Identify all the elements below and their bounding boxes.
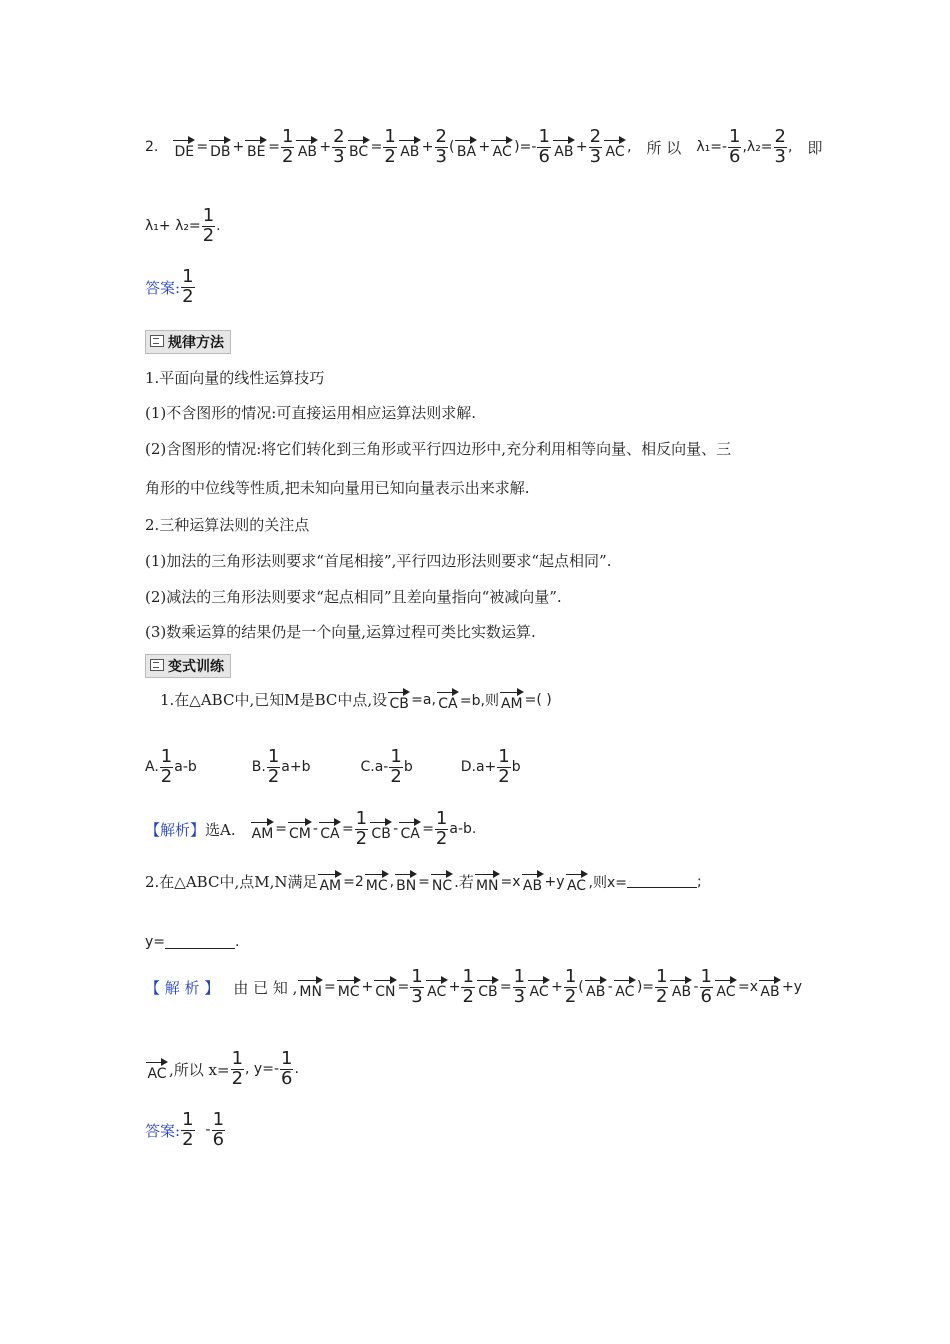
vector-AC: AC [426,976,448,999]
method-heading: 规律方法 [145,330,231,354]
question-2: 2.在△ABC中,点M,N满足 AM =2 MC , BN = NC .若 MN =x AB +y AC ,则x= ; [145,870,702,893]
fraction: $\frac{1}{6}$ [729,126,741,167]
vector-CB: CB [370,818,392,841]
method-para: 1.平面向量的线性运算技巧 [145,369,325,387]
fraction: $\frac{1}{6}$ [281,1048,293,1089]
option-b-label: B. [251,759,266,776]
vector-AM: AM [251,818,275,841]
fraction: $\frac{2}{3}$ [333,126,345,167]
answer-line-2: 答案: $\frac{1}{2}$ - $\frac{1}{6}$ [145,1109,225,1150]
question-2-y-line: y= . [145,934,240,950]
vector-MN: MN [298,976,323,999]
method-para: 角形的中位线等性质,把未知向量用已知向量表示出来求解. [145,479,530,497]
vector-BE: BE [245,136,267,159]
vector-AB: AB [522,870,544,893]
vector-CM: CM [288,818,312,841]
fraction: $\frac{1}{2}$ [384,126,396,167]
fraction: $\frac{1}{6}$ [538,126,550,167]
method-para: (1)不含图形的情况:可直接运用相应运算法则求解. [145,404,477,422]
practice-heading: 变式训练 [145,654,231,678]
item-number: 2. [145,139,159,156]
text-suoyi: 所 以 [646,138,682,157]
solution-equation-line: 2. DE = DB + BE = $\frac{1}{2}$ AB + $\frac{2}{3}$ BC = $\frac{1}{2}$ AB + $\frac{2}{3}$ ( BA + AC ) =- $\frac{1}{6}$ AB + $\frac{2}{3}$ AC , 所 以 λ₁=- $\frac{1}{6}$ , λ₂= $\frac{2}{3}$ , 即 [145,126,823,167]
vector-AC: AC [715,976,737,999]
vector-CN: CN [374,976,396,999]
question-2-solution-line2: AC ,所以 x= $\frac{1}{2}$ , y=- $\frac{1}{6}$ . [147,1048,299,1089]
answer-label: 答案: [145,278,181,297]
vector-AC: AC [491,136,513,159]
fraction: $\frac{1}{2}$ [355,808,368,849]
question-1: 1.在△ABC中,已知M是BC中点,设 CB =a, CA =b,则 AM =( ) [160,688,552,711]
vector-NC: NC [431,870,453,893]
fraction: $\frac{1}{2}$ [656,966,668,1007]
vector-AM: AM [500,688,524,711]
answer-line [145,268,196,307]
vector-AC: AC [528,976,550,999]
vector-AB: AB [553,136,575,159]
question-1-solution: 【解析】 选A. AM = CM - CA = $\frac{1}{2}$ CB - CA = $\frac{1}{2}$ a-b. [145,808,477,849]
method-para: (3)数乘运算的结果仍是一个向量,运算过程可类比实数运算. [145,623,536,641]
lambda2: λ₂= [746,139,773,156]
fraction: $\frac{1}{2}$ [281,126,294,167]
text-ji: 即 [807,138,823,157]
option-d-label: D. [460,759,476,776]
vector-CB: CB [388,688,410,711]
vector-MC: MC [337,976,361,999]
vector-AM: AM [318,870,342,893]
vector-AB: AB [399,136,421,159]
vector-BA: BA [455,136,477,159]
fraction: $\frac{1}{2}$ [231,1048,244,1089]
fraction: $\frac{1}{6}$ [212,1109,225,1150]
vector-AC: AC [146,1058,168,1081]
fraction: $\frac{1}{3}$ [513,966,526,1007]
vector-CA: CA [437,688,459,711]
fraction: $\frac{2}{3}$ [435,126,447,167]
answer-blank-y[interactable] [165,936,235,949]
method-para: (2)含图形的情况:将它们转化到三角形或平行四边形中,充分利用相等向量、相反向量、三 [145,440,732,458]
vector-DE: DE [173,136,195,159]
fraction: $\frac{1}{2}$ [462,966,474,1007]
vector-MC: MC [365,870,389,893]
option-a-label: A. [145,759,159,776]
method-para: 2.三种运算法则的关注点 [145,516,310,534]
method-para: (2)减法的三角形法则要求“起点相同”且差向量指向“被减向量”. [145,588,562,606]
fraction: $\frac{1}{2}$ [390,746,402,787]
fraction: $\frac{1}{2}$ [498,746,510,787]
fraction: $\frac{1}{3}$ [411,966,423,1007]
analysis-label: 【解析】 [145,820,206,839]
vector-AB: AB [670,976,692,999]
question-2-solution: 【 解 析 】 由 已 知 , MN = MC + CN = $\frac{1}{3}$ AC + $\frac{1}{2}$ CB = $\frac{1}{3}$ AC + $\frac{1}{2}$ ( AB - AC )= $\frac{1}{2}$ AB - $\frac{1}{6}$ AC =x AB +y [145,966,803,1007]
vector-MN: MN [475,870,500,893]
vector-BC: BC [348,136,370,159]
answer-label: 答案: [145,1121,181,1140]
vector-DB: DB [209,136,231,159]
fraction: $\frac{1}{2}$ [564,966,577,1007]
lambda-sum-line: λ₁+ λ₂= $\frac{1}{2}$ . [145,205,221,246]
vector-CB: CB [477,976,499,999]
vector-AC: AC [604,136,626,159]
fraction: $\frac{1}{2}$ [160,746,173,787]
fraction: $\frac{1}{2}$ [182,266,194,307]
fraction: $\frac{1}{2}$ [435,808,448,849]
question-1-options: A. $\frac{1}{2}$ a-b B. $\frac{1}{2}$ a+b C. a- $\frac{1}{2}$ b D. a+ $\frac{1}{2}$ b [145,746,521,787]
vector-AB: AB [296,136,318,159]
lambda1: λ₁=- [696,139,727,156]
option-c-label: C. [360,759,375,776]
fraction: $\frac{1}{2}$ [182,1109,194,1150]
vector-AB: AB [585,976,607,999]
fraction: $\frac{1}{2}$ [267,746,280,787]
vector-AB: AB [759,976,781,999]
vector-CA: CA [399,818,421,841]
vector-CA: CA [319,818,341,841]
fraction: $\frac{1}{6}$ [700,966,712,1007]
analysis-label: 【 解 析 】 [145,978,220,997]
vector-BN: BN [395,870,417,893]
vector-AC: AC [566,870,588,893]
vector-AC: AC [614,976,636,999]
fraction: $\frac{2}{3}$ [589,126,602,167]
fraction: $\frac{1}{2}$ [202,205,215,246]
fraction: $\frac{2}{3}$ [774,126,786,167]
answer-blank-x[interactable] [627,875,697,888]
method-para: (1)加法的三角形法则要求“首尾相接”,平行四边形法则要求“起点相同”. [145,552,612,570]
